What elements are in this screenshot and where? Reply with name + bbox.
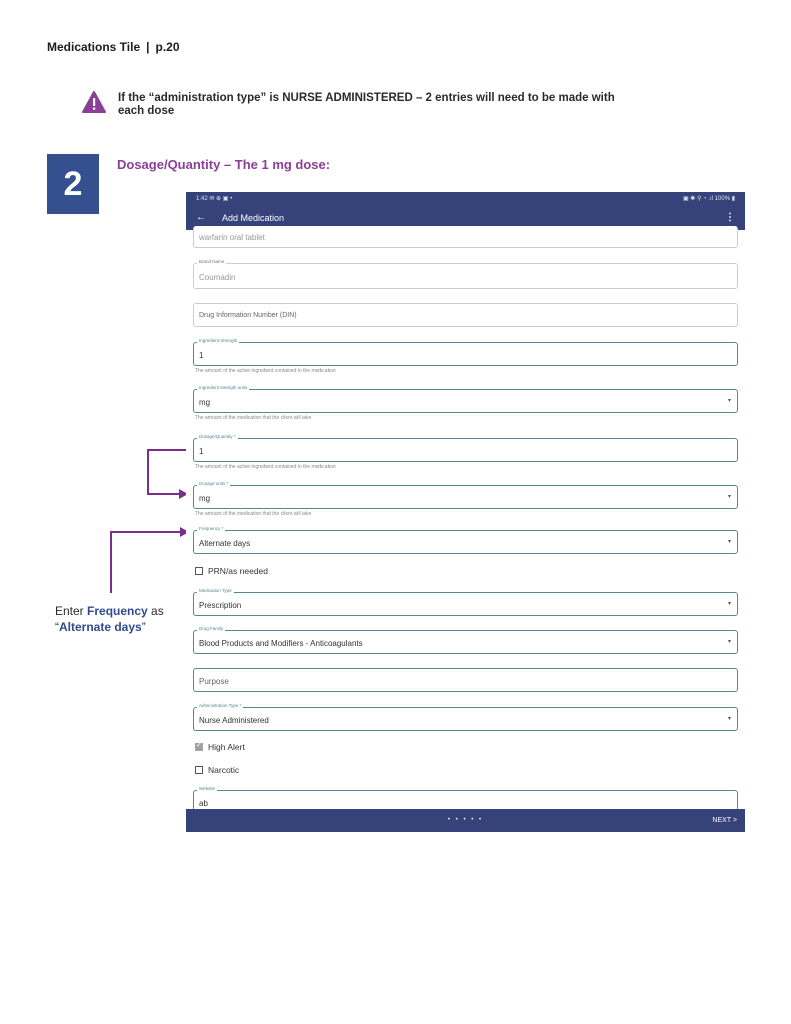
generic-name-field[interactable]: [193, 226, 738, 248]
purpose-placeholder: Purpose: [199, 677, 229, 686]
narcotic-checkbox[interactable]: [195, 765, 239, 775]
next-button[interactable]: NEXT >: [712, 817, 737, 824]
prn-label: PRN/as needed: [208, 566, 269, 576]
dosage-units-helper: The amount of the medication that the client will take: [195, 511, 312, 517]
app-screenshot: [186, 192, 745, 832]
website-label: Website: [199, 786, 216, 791]
medication-type-value: Prescription: [199, 601, 242, 610]
arrow-left-icon[interactable]: ←: [196, 212, 206, 223]
callout-connector: [147, 449, 191, 451]
step-title: Dosage/Quantity – The 1 mg dose:: [117, 157, 331, 172]
chevron-down-icon: ▾: [727, 398, 731, 404]
frequency-label: Frequency *: [199, 526, 224, 531]
pager-dots: • • • • •: [447, 817, 484, 823]
callout-field-value: Alternate days: [59, 620, 142, 634]
status-right: ▣ ✱ ⚲ ◔ .ıl 100% ▮: [682, 196, 735, 202]
administration-type-label: Administration Type *: [199, 703, 242, 708]
administration-type-select[interactable]: [193, 703, 738, 731]
callout-field-name: Frequency: [87, 604, 148, 618]
checkbox-unchecked-icon: [195, 766, 203, 774]
screen-title: Add Medication: [222, 212, 285, 223]
chevron-down-icon: ▾: [727, 539, 731, 545]
generic-name-value: warfarin oral tablet: [199, 233, 265, 242]
checkbox-unchecked-icon: [195, 567, 203, 575]
step-number-badge: 2: [47, 154, 99, 214]
callout-connector: [110, 531, 182, 533]
dosage-units-label: Dosage units *: [199, 481, 229, 486]
dosage-units-value: mg: [199, 494, 211, 503]
din-placeholder: Drug Information Number (DIN): [199, 312, 297, 319]
warning-text: If the “administration type” is NURSE ADMINISTERED – 2 entries will need to be made with each dose: [118, 92, 615, 117]
medication-type-label: Medication Type: [199, 588, 232, 593]
drug-family-label: Drug Family: [199, 626, 224, 631]
dosage-quantity-value: 1: [199, 447, 204, 456]
drug-family-select[interactable]: [193, 626, 738, 654]
callout-open-quote: “: [55, 620, 59, 634]
kebab-menu-icon[interactable]: ⋮: [725, 212, 735, 223]
bottom-nav-bar: [186, 809, 745, 832]
ingredient-strength-field[interactable]: [193, 338, 738, 366]
chevron-down-icon: ▾: [727, 716, 731, 722]
callout-prefix: Enter: [55, 604, 88, 618]
chevron-down-icon: ▾: [727, 639, 731, 645]
dosage-units-select[interactable]: [193, 481, 738, 509]
callout-connector: [110, 531, 112, 593]
dosage-quantity-label: Dosage/Quantity *: [199, 434, 236, 439]
high-alert-label: High Alert: [208, 742, 245, 752]
warning-triangle-icon: [82, 91, 106, 113]
ingredient-units-value: mg: [199, 398, 211, 407]
drug-family-value: Blood Products and Modifiers - Anticoagulants: [199, 639, 363, 648]
header-separator: |: [146, 40, 150, 54]
ingredient-strength-value: 1: [199, 351, 204, 360]
dosage-quantity-field[interactable]: [193, 434, 738, 462]
ingredient-units-select[interactable]: [193, 385, 738, 413]
purpose-field[interactable]: [193, 668, 738, 692]
ingredient-units-helper: The amount of the medication that the client will take: [195, 415, 312, 421]
brand-name-value: Coumadin: [199, 273, 236, 282]
dosage-quantity-helper: The amount of the active ingredient contained in the medication: [195, 464, 336, 470]
brand-name-label: Brand Name: [199, 259, 225, 264]
din-field[interactable]: [193, 303, 738, 327]
checkbox-checked-icon: [195, 743, 203, 751]
ingredient-units-label: Ingredient strength units: [199, 385, 248, 390]
medication-type-select[interactable]: [193, 588, 738, 616]
callout-close-quote: ”: [141, 620, 146, 634]
website-value: ab: [199, 799, 208, 808]
callout-connector: [147, 493, 181, 495]
frequency-select[interactable]: [193, 526, 738, 554]
page-header: [47, 40, 180, 54]
callout-middle: as: [147, 604, 164, 618]
administration-type-value: Nurse Administered: [199, 716, 269, 725]
narcotic-label: Narcotic: [208, 765, 240, 775]
status-left: 1:42 ✉ ⊕ ▣ •: [196, 196, 233, 202]
chevron-down-icon: ▾: [727, 494, 731, 500]
ingredient-strength-helper: The amount of the active ingredient contained in the medication: [195, 368, 336, 374]
brand-name-field[interactable]: [193, 259, 738, 289]
callout-connector: [147, 449, 149, 495]
callout-text: [55, 603, 164, 635]
ingredient-strength-label: Ingredient Strength: [199, 338, 238, 343]
high-alert-checkbox[interactable]: [195, 742, 245, 752]
status-bar: [186, 192, 745, 205]
section-title: Medications Tile: [47, 40, 141, 54]
frequency-value: Alternate days: [199, 539, 251, 548]
prn-checkbox[interactable]: [195, 566, 268, 576]
chevron-down-icon: ▾: [727, 601, 731, 607]
page-number: p.20: [155, 40, 180, 54]
